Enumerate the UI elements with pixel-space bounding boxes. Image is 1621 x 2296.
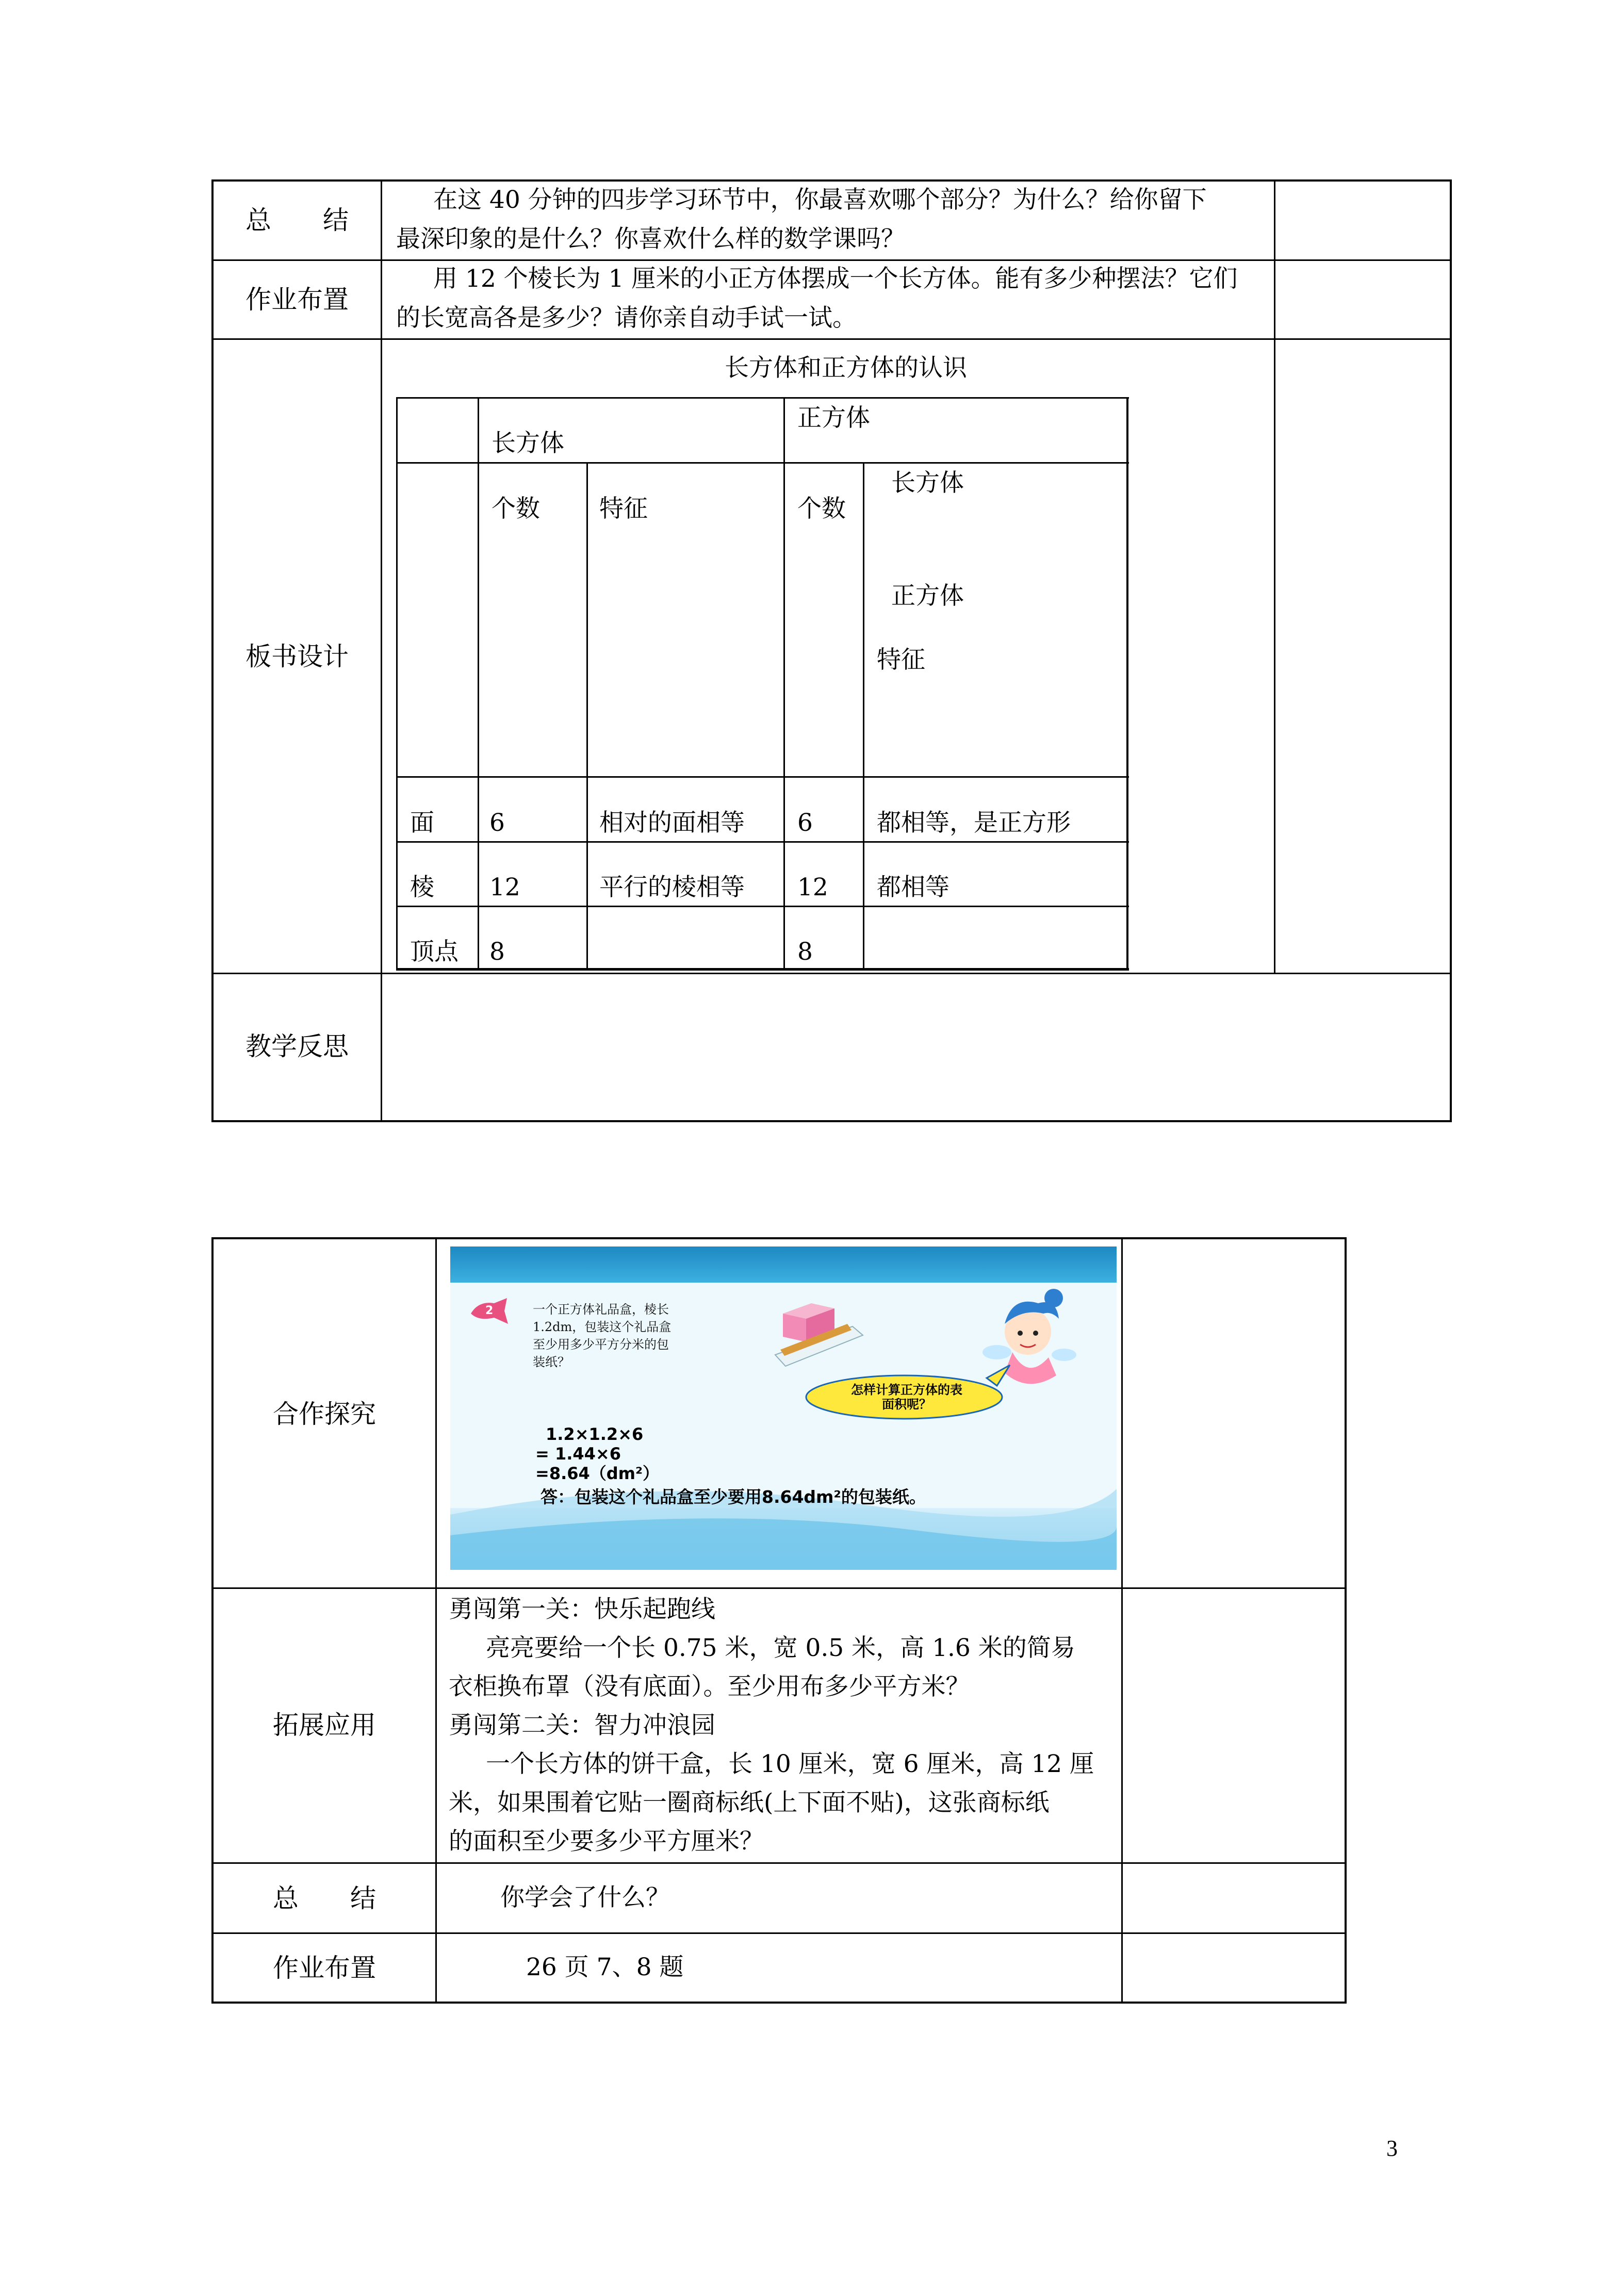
cube-note-line-3: 特征 — [877, 646, 925, 674]
lesson-slide-image — [450, 1247, 1117, 1570]
sub-feature: 特征 — [599, 495, 648, 523]
slide-problem-text: 一个正方体礼品盒，棱长 1.2dm，包装这个礼品盒 至少用多少平方分米的包 装纸？ — [533, 1302, 672, 1369]
homework-label: 作业布置 — [245, 285, 349, 315]
summary2-text: 你学会了什么？ — [500, 1883, 670, 1912]
row-face-count: 6 — [489, 809, 505, 837]
cooperate-label: 合作探究 — [273, 1399, 376, 1429]
row-edge-feature-cube: 都相等 — [877, 873, 949, 901]
slide-decor — [450, 1247, 1117, 1570]
header-cuboid: 长方体 — [492, 429, 564, 457]
board-title: 长方体和正方体的认识 — [725, 354, 967, 382]
homework2-label: 作业布置 — [273, 1953, 376, 1983]
slide-bubble-text: 怎样计算正方体的表 面积呢？ — [851, 1383, 962, 1412]
sub-count: 个数 — [492, 495, 540, 523]
row-edge-feature: 平行的棱相等 — [599, 873, 745, 901]
summary2-label: 总 结 — [273, 1883, 376, 1913]
homework-text: 用 12 个棱长为 1 厘米的小正方体摆成一个长方体。能有多少种摆法？它们 的长宽高各是多少？请你亲自动手试一试。 — [396, 265, 1238, 332]
row-face-feature: 相对的面相等 — [599, 809, 745, 837]
row-face-feature-cube: 都相等，是正方形 — [877, 809, 1071, 837]
row-vertex-count-cube: 8 — [797, 938, 813, 966]
summary-label: 总 结 — [245, 205, 349, 235]
page-number: 3 — [1386, 2136, 1398, 2161]
row-edge-name: 棱 — [410, 873, 434, 901]
extend-text: 勇闯第一关：快乐起跑线 亮亮要给一个长 0.75 米，宽 0.5 米，高 1.6 米的简易 衣柜换布罩（没有底面）。至少用布多少平方米？ 勇闯第二关：智力冲浪园 一个长方体的饼干盒，长 10 厘米，宽 6 厘米，高 12 厘 米，如果围着它贴一圈商标纸(上下面不贴)，这张商标纸 的面积至少要多少平方厘米？ — [449, 1595, 1094, 1856]
board-design-label: 板书设计 — [245, 642, 349, 671]
row-vertex-name: 顶点 — [410, 938, 459, 966]
header-cube: 正方体 — [797, 404, 870, 432]
sub-count-cube: 个数 — [797, 495, 846, 523]
slide-calculation: 1.2×1.2×6 = 1.44×6 =8.64（dm²） — [535, 1424, 660, 1483]
cartoon-girl-icon — [983, 1289, 1076, 1384]
reflection-label: 教学反思 — [245, 1031, 349, 1061]
row-face-name: 面 — [410, 809, 434, 837]
slide-answer: 答：包装这个礼品盒至少要用8.64dm²的包装纸。 — [541, 1487, 926, 1507]
homework2-text: 26 页 7、8 题 — [526, 1953, 684, 1981]
extend-label: 拓展应用 — [273, 1710, 376, 1740]
cube-note-line-1: 长方体 — [891, 469, 964, 497]
slide-badge-number: 2 — [485, 1304, 494, 1317]
row-edge-count: 12 — [489, 873, 520, 901]
row-vertex-count: 8 — [489, 938, 505, 966]
row-face-count-cube: 6 — [797, 809, 813, 837]
summary-text: 在这 40 分钟的四步学习环节中，你最喜欢哪个部分？为什么？给你留下 最深印象的是什么？你喜欢什么样的数学课吗？ — [396, 186, 1207, 253]
row-edge-count-cube: 12 — [797, 873, 828, 901]
cube-note-line-2: 正方体 — [891, 582, 964, 610]
